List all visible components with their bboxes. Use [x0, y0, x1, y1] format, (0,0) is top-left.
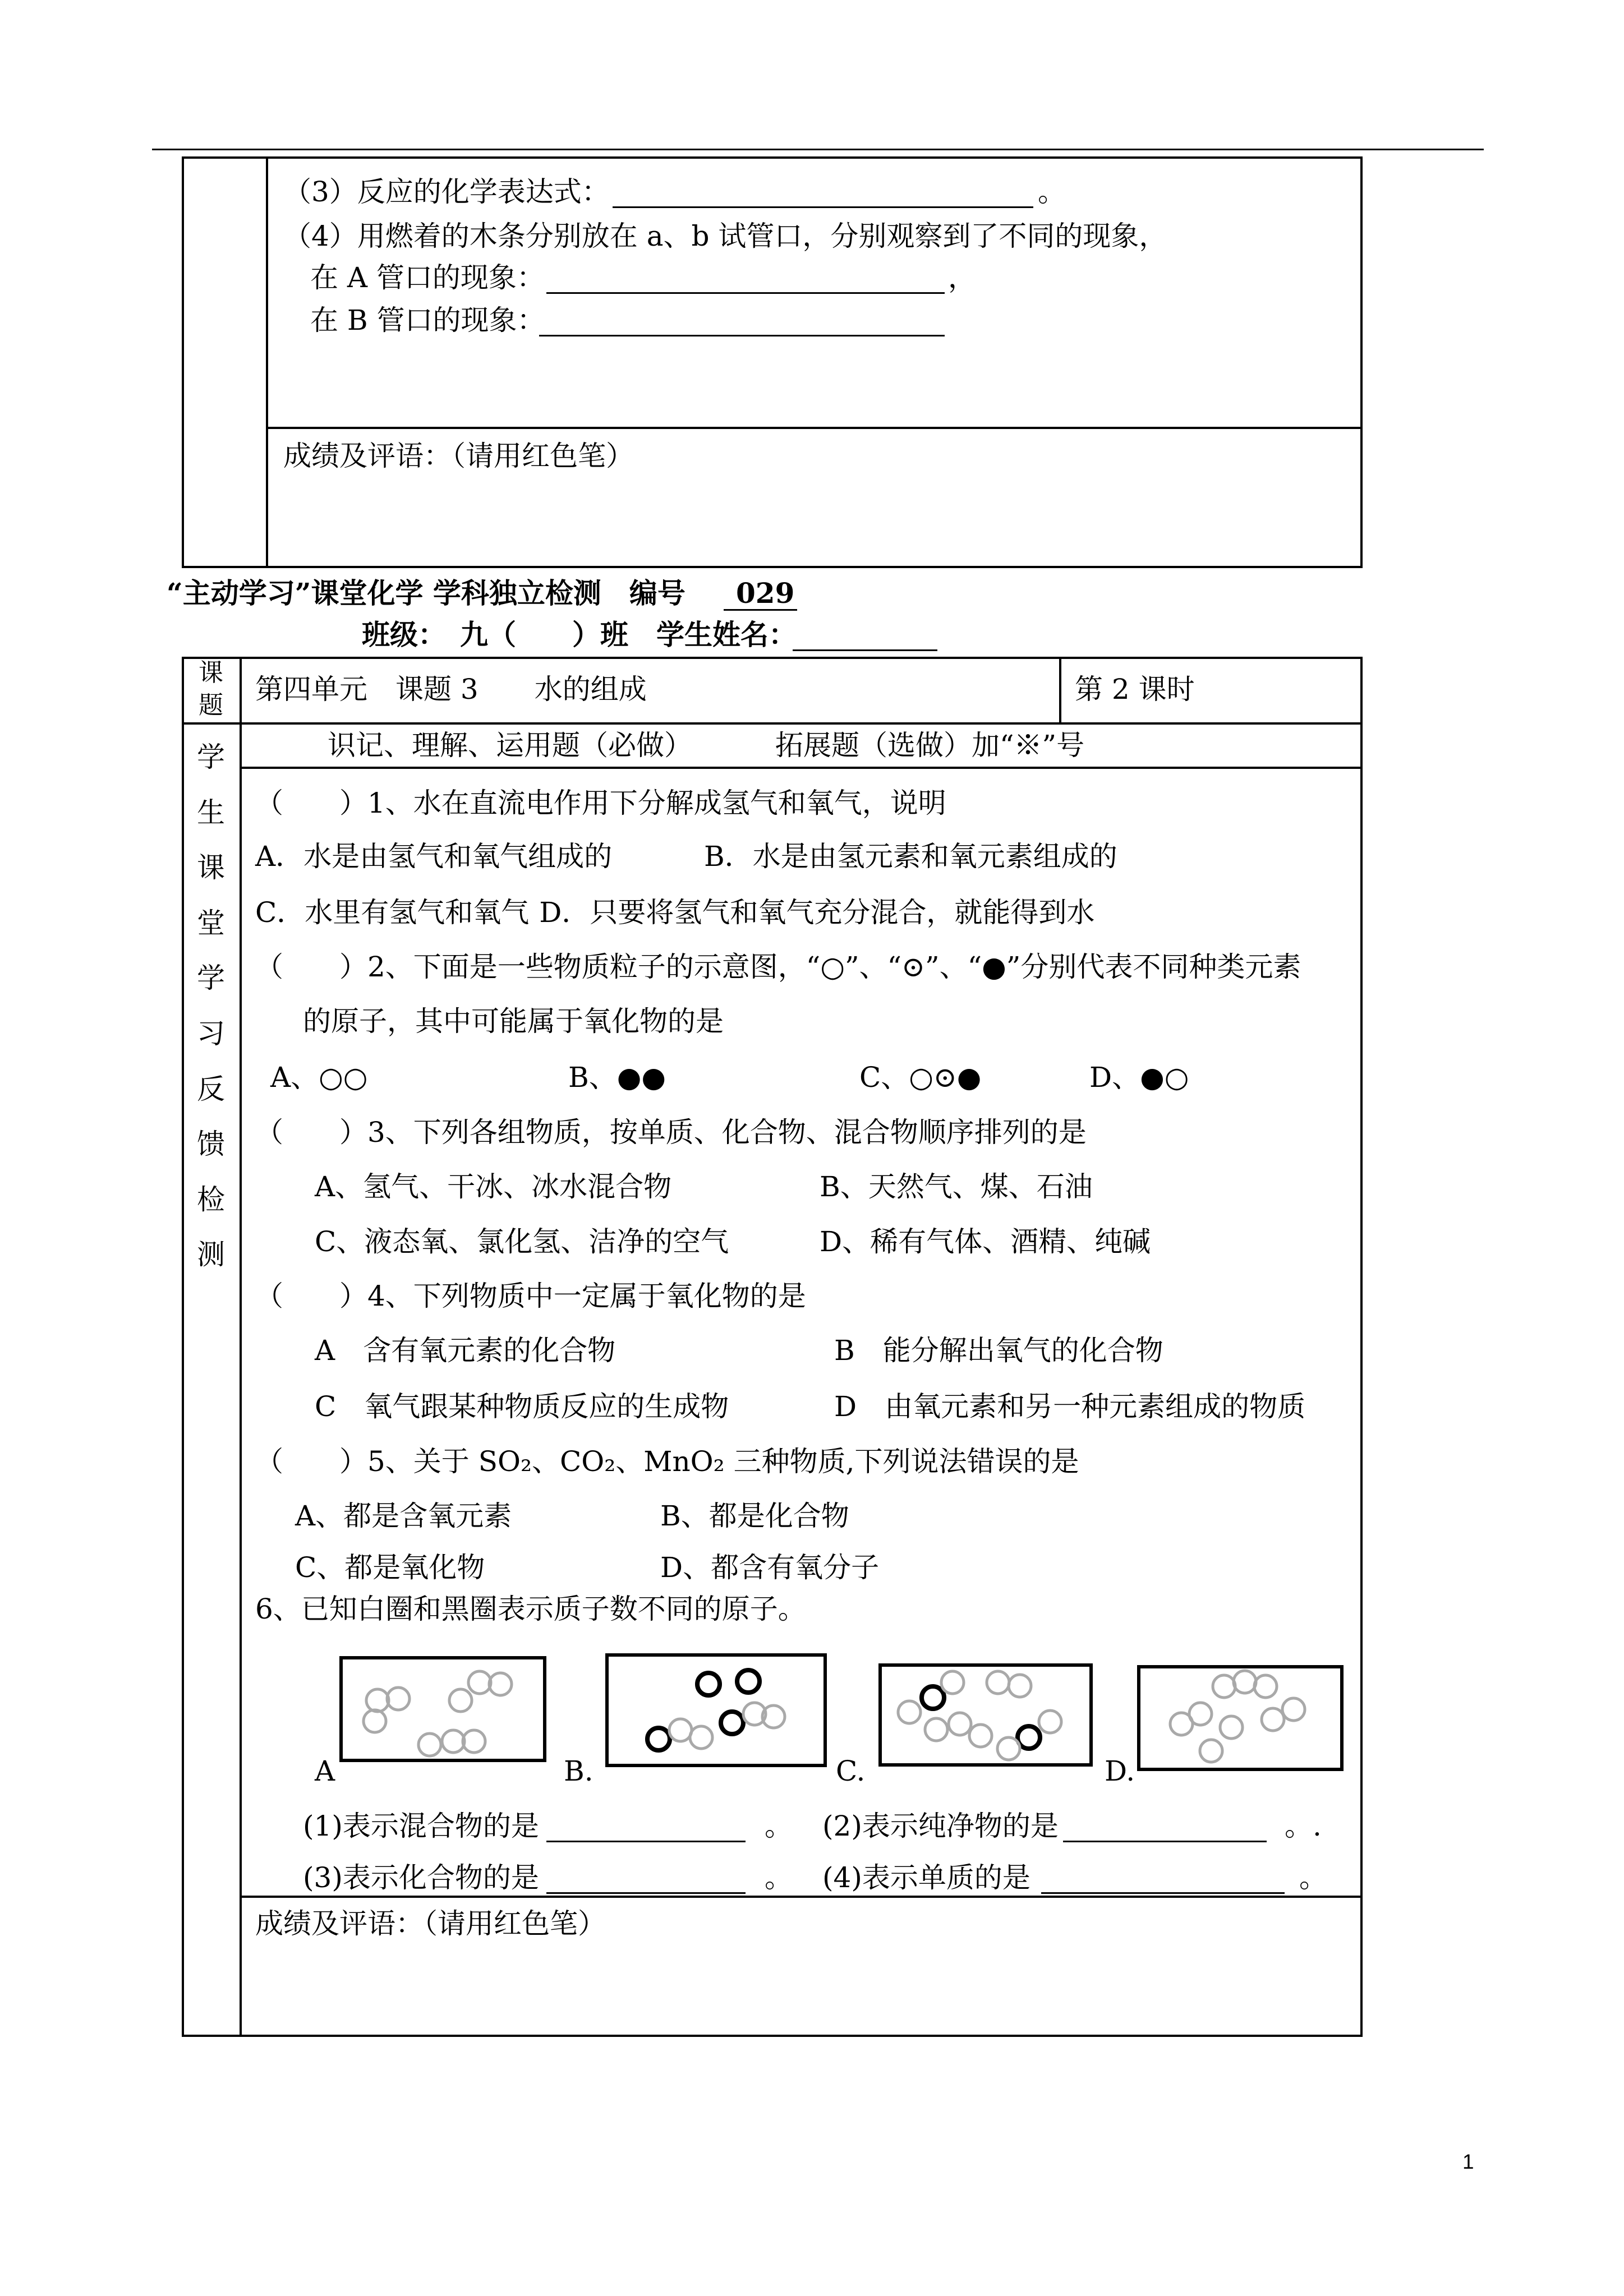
- white-atom: [997, 1737, 1020, 1760]
- white-atom: [1009, 1675, 1031, 1697]
- question-2-option-a: A、○○: [270, 1061, 368, 1094]
- question-5-stem: （ ）5、关于 SO₂、CO₂、MnO₂ 三种物质,下列说法错误的是: [255, 1445, 1079, 1478]
- white-atom: [941, 1671, 964, 1694]
- white-atom: [1220, 1716, 1243, 1739]
- instructions-row-divider: [241, 767, 1363, 769]
- side-label-char: 课: [197, 851, 225, 884]
- top-rule: [152, 149, 1484, 150]
- white-atom: [690, 1726, 712, 1749]
- diagram-frame: [607, 1655, 825, 1765]
- diagram-label-a: A: [315, 1755, 335, 1787]
- required-instructions: 识记、理解、运用题（必做）: [328, 729, 692, 762]
- white-atom: [489, 1673, 512, 1695]
- question-6-stem: 6、已知白圈和黑圈表示质子数不同的原子。: [255, 1593, 806, 1625]
- white-atom: [1189, 1703, 1212, 1725]
- question-1-stem: （ ）1、水在直流电作用下分解成氢气和氧气，说明: [255, 787, 946, 819]
- side-label-char: 生: [197, 796, 225, 829]
- worksheet-left-column-divider: [240, 657, 242, 2037]
- q3-expression-suffix: 。: [1038, 176, 1066, 208]
- q6-blank-3-suffix: 。: [765, 1861, 793, 1894]
- white-atom: [1213, 1675, 1235, 1698]
- side-label-char: 检: [197, 1183, 225, 1216]
- white-atom: [418, 1733, 441, 1756]
- q6-blank-1-suffix: 。: [765, 1810, 793, 1842]
- lesson-period: 第 2 课时: [1075, 673, 1195, 706]
- side-label-char: 学: [197, 741, 225, 773]
- white-atom: [1200, 1740, 1222, 1762]
- white-atom: [987, 1671, 1009, 1694]
- white-atom: [949, 1713, 971, 1735]
- sheet-title: “主动学习”课堂化学 学科独立检测 编号: [167, 577, 686, 610]
- white-atom: [463, 1730, 485, 1753]
- top-table-frame: [182, 156, 1363, 568]
- worksheet-grade-label: 成绩及评语：（请用红色笔）: [255, 1907, 606, 1940]
- question-3-option-a: A、氢气、干冰、冰水混合物: [315, 1170, 672, 1203]
- white-atom: [1262, 1708, 1284, 1731]
- topic-label-char: 课: [199, 658, 223, 687]
- question-2-option-c: C、○⊙●: [859, 1061, 982, 1094]
- white-atom: [468, 1671, 491, 1694]
- question-4-option-a: A 含有氧元素的化合物: [315, 1334, 616, 1367]
- side-label-vertical: [197, 730, 225, 1283]
- side-label-char: 馈: [197, 1128, 225, 1161]
- question-4-option-c: C 氧气跟某种物质反应的生成物: [315, 1390, 729, 1423]
- q6-blank-3-prompt: (3)表示化合物的是: [303, 1861, 539, 1894]
- q6-blank-4-prompt: (4)表示单质的是: [822, 1861, 1030, 1894]
- top-table-column-divider: [266, 156, 268, 568]
- q3-expression-prompt: （3）反应的化学表达式：: [283, 176, 610, 208]
- question-2-stem-continued: 的原子，其中可能属于氧化物的是: [303, 1005, 724, 1038]
- question-1-option-a: A．水是由氢气和氧气组成的: [255, 840, 613, 873]
- q6-blank-1: [546, 1812, 746, 1842]
- white-atom: [449, 1689, 472, 1712]
- white-atom: [969, 1725, 992, 1747]
- tube-a-suffix: ，: [948, 261, 976, 294]
- white-atom: [669, 1719, 692, 1741]
- topic-period-divider: [1059, 657, 1061, 723]
- white-atom: [898, 1701, 921, 1723]
- questions-row-divider: [241, 1896, 1363, 1898]
- topic-label-char: 题: [199, 691, 223, 720]
- white-atom: [1039, 1711, 1061, 1733]
- tube-b-blank: [539, 306, 945, 336]
- q4-burning-stick-text: （4）用燃着的木条分别放在 a、b 试管口，分别观察到了不同的现象，: [283, 220, 1167, 252]
- side-label-char: 测: [197, 1238, 225, 1271]
- question-5-option-b: B、都是化合物: [660, 1500, 849, 1532]
- particle-diagram-d: [1137, 1665, 1344, 1771]
- student-name-blank: [793, 621, 937, 651]
- side-label-char: 反: [197, 1072, 225, 1105]
- question-1-options-cd: [255, 896, 1095, 929]
- page-number: 1: [1462, 2150, 1474, 2173]
- question-3-option-d: D、稀有气体、酒精、纯碱: [820, 1225, 1151, 1258]
- white-atom: [1234, 1671, 1256, 1693]
- diagram-label-c: C.: [836, 1755, 866, 1787]
- white-atom: [1282, 1698, 1305, 1721]
- black-atom: [647, 1728, 670, 1750]
- question-2-option-b: B、●●: [568, 1061, 666, 1094]
- side-label-char: 学: [197, 962, 225, 995]
- q6-blank-4: [1041, 1864, 1285, 1894]
- q6-blank-4-suffix: 。: [1299, 1861, 1327, 1894]
- diagram-label-b: B.: [564, 1755, 594, 1787]
- black-atom: [737, 1670, 760, 1693]
- q6-blank-2: [1063, 1812, 1267, 1842]
- white-atom: [1254, 1675, 1277, 1698]
- question-1-option-d: D．只要将氢气和氧气充分混合，就能得到水: [539, 896, 1095, 929]
- top-table-row-divider: [267, 427, 1363, 429]
- question-2-option-d: D、●○: [1089, 1061, 1189, 1094]
- black-atom: [922, 1686, 944, 1709]
- question-3-stem: （ ）3、下列各组物质，按单质、化合物、混合物顺序排列的是: [255, 1116, 1087, 1149]
- black-atom: [721, 1712, 743, 1734]
- question-2-stem: （ ）2、下面是一些物质粒子的示意图，“○”、“⊙”、“●”分别代表不同种类元素: [255, 951, 1301, 983]
- sheet-number: [724, 579, 797, 611]
- topic-title: 第四单元 课题 3 水的组成: [255, 673, 647, 706]
- top-grade-label: 成绩及评语：（请用红色笔）: [283, 440, 634, 472]
- white-atom: [364, 1710, 386, 1732]
- question-1-option-b: B．水是由氢元素和氧元素组成的: [704, 840, 1117, 873]
- white-atom: [366, 1689, 389, 1712]
- topic-row-divider: [182, 722, 1363, 725]
- tube-b-prompt: 在 B 管口的现象：: [310, 304, 545, 336]
- question-3-option-b: B、天然气、煤、石油: [820, 1170, 1093, 1203]
- optional-instructions: 拓展题（选做）加“※”号: [775, 729, 1085, 762]
- diagram-frame: [1139, 1667, 1342, 1769]
- white-atom: [387, 1688, 410, 1710]
- particle-diagram-b: [605, 1653, 827, 1767]
- question-1-option-c: C．水里有氢气和氧气: [255, 896, 530, 929]
- q6-blank-1-prompt: (1)表示混合物的是: [303, 1810, 539, 1842]
- q6-blank-3: [546, 1864, 746, 1894]
- question-4-option-b: B 能分解出氧气的化合物: [834, 1334, 1163, 1367]
- q3-expression-blank: [613, 178, 1033, 208]
- q6-blank-2-prompt: (2)表示纯净物的是: [822, 1810, 1059, 1842]
- particle-diagram-c: [878, 1663, 1093, 1767]
- white-atom: [925, 1718, 947, 1741]
- question-3-option-c: C、液态氧、氯化氢、洁净的空气: [315, 1225, 729, 1258]
- diagram-label-d: D.: [1105, 1755, 1135, 1787]
- particle-diagram-a: [339, 1656, 546, 1762]
- black-atom: [697, 1673, 720, 1695]
- white-atom: [442, 1730, 464, 1753]
- side-label-char: 堂: [197, 906, 225, 939]
- class-name-line: 班级： 九（ ）班 学生姓名：: [362, 618, 797, 651]
- question-5-option-a: A、都是含氧元素: [295, 1500, 512, 1532]
- black-atom: [1018, 1726, 1040, 1749]
- question-4-stem: （ ）4、下列物质中一定属于氧化物的是: [255, 1280, 806, 1312]
- sheet-number-value: 029: [736, 577, 795, 610]
- q6-blank-2-suffix: 。.: [1285, 1810, 1322, 1842]
- question-5-option-d: D、都含有氧分子: [660, 1551, 880, 1584]
- tube-a-prompt: 在 A 管口的现象：: [310, 261, 545, 294]
- question-4-option-d: D 由氧元素和另一种元素组成的物质: [834, 1390, 1306, 1423]
- tube-a-blank: [546, 264, 945, 294]
- question-5-option-c: C、都是氧化物: [295, 1551, 485, 1584]
- side-label-char: 习: [197, 1017, 225, 1050]
